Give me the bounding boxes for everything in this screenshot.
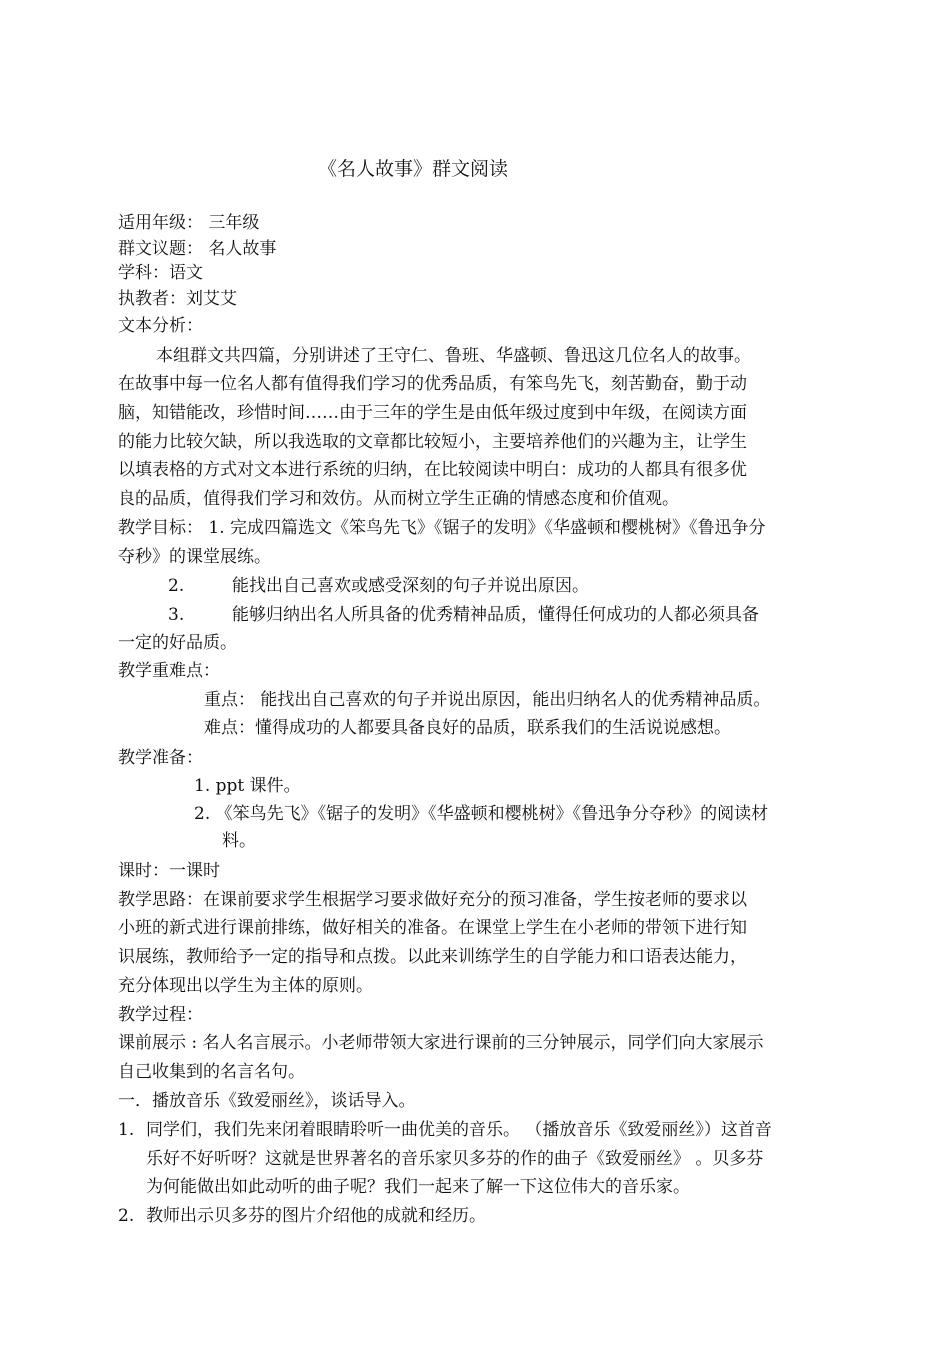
prep-heading: 教学准备： — [118, 748, 203, 768]
subject-line: 学科：语文 — [118, 263, 203, 283]
analysis-line: 以填表格的方式对文本进行系统的归纳，在比较阅读中明白：成功的人都具有很多优 — [118, 460, 747, 480]
document-title: 《名人故事》群文阅读 — [318, 158, 509, 180]
process-heading: 教学过程： — [118, 1005, 203, 1025]
goals-line: 教学目标： 1. 完成四篇选文《笨鸟先飞》《锯子的发明》《华盛顿和樱桃树》《鲁迅争分 — [118, 518, 766, 538]
process-line: 课前展示 : 名人名言展示。小老师带领大家进行课前的三分钟展示，同学们向大家展示 — [118, 1033, 764, 1053]
goal-item: 能找出自己喜欢或感受深刻的句子并说出原因。 — [232, 576, 589, 596]
goal-item: 一定的好品质。 — [118, 633, 237, 653]
process-line: 自己收集到的名言名句。 — [118, 1062, 305, 1082]
step-text: 教师出示贝多芬的图片介绍他的成就和经历。 — [146, 1206, 486, 1226]
step-text: 为何能做出如此动听的曲子呢？我们一起来了解一下这位伟大的音乐家。 — [146, 1177, 690, 1197]
step-text: 乐好不好听呀？这就是世界著名的音乐家贝多芬的作的曲子《致爱丽丝》 。贝多芬 — [146, 1149, 764, 1169]
prep-item: 2. 《笨鸟先飞》《锯子的发明》《华盛顿和樱桃树》《鲁迅争分夺秒》的阅读材 — [194, 804, 769, 824]
key-point: 重点： 能找出自己喜欢的句子并说出原因，能出归纳名人的优秀精神品质。 — [204, 690, 771, 710]
period-line: 课时：一课时 — [118, 861, 220, 881]
prep-item: 料。 — [222, 831, 256, 851]
step-text: 同学们，我们先来闭着眼睛聆听一曲优美的音乐。 （播放音乐《致爱丽丝》）这首音 — [146, 1120, 772, 1140]
grade-line: 适用年级： 三年级 — [118, 213, 260, 233]
topic-line: 群文议题： 名人故事 — [118, 239, 277, 259]
approach-line: 小班的新式进行课前排练，做好相关的准备。在课堂上学生在小老师的带领下进行知 — [118, 918, 747, 938]
approach-line: 识展练，教师给予一定的指导和点拨。以此来训练学生的自学能力和口语表达能力， — [118, 947, 747, 967]
hard-point: 难点：懂得成功的人都要具备良好的品质，联系我们的生活说说感想。 — [204, 718, 731, 738]
step-number: 2. — [118, 1206, 135, 1226]
goals-line: 夺秒》的课堂展练。 — [118, 547, 271, 567]
goal-number: 3. — [168, 605, 185, 625]
analysis-line: 在故事中每一位名人都有值得我们学习的优秀品质，有笨鸟先飞，刻苦勤奋，勤于动 — [118, 374, 747, 394]
approach-line: 教学思路：在课前要求学生根据学习要求做好充分的预习准备，学生按老师的要求以 — [118, 890, 747, 910]
analysis-line: 脑，知错能改，珍惜时间……由于三年的学生是由低年级过度到中年级，在阅读方面 — [118, 403, 747, 423]
analysis-heading: 文本分析： — [118, 316, 203, 336]
analysis-line: 良的品质，值得我们学习和效仿。从而树立学生正确的情感态度和价值观。 — [118, 489, 679, 509]
teacher-line: 执教者：刘艾艾 — [118, 289, 237, 309]
approach-line: 充分体现出以学生为主体的原则。 — [118, 976, 373, 996]
goal-item: 能够归纳出名人所具备的优秀精神品质，懂得任何成功的人都必须具备 — [232, 605, 759, 625]
section-heading: 一．播放音乐《致爱丽丝》，谈话导入。 — [118, 1091, 416, 1111]
analysis-line: 的能力比较欠缺，所以我选取的文章都比较短小，主要培养他们的兴趣为主，让学生 — [118, 432, 747, 452]
difficulty-heading: 教学重难点： — [118, 661, 220, 681]
prep-item: 1. ppt 课件。 — [194, 776, 301, 796]
step-number: 1. — [118, 1120, 135, 1140]
analysis-line: 本组群文共四篇，分别讲述了王守仁、鲁班、华盛顿、鲁迅这几位名人的故事。 — [156, 346, 751, 366]
goal-number: 2. — [168, 576, 185, 596]
